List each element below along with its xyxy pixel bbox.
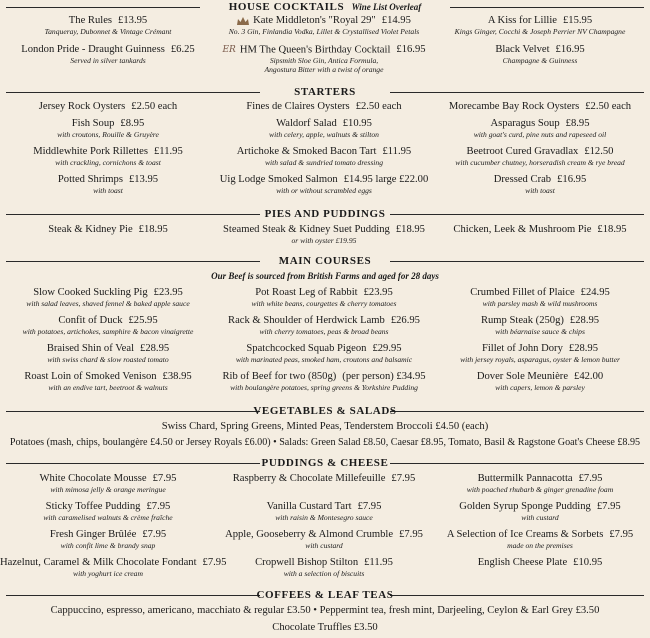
item-name: A Selection of Ice Creams & Sorbets xyxy=(446,529,604,540)
item-description: with toast xyxy=(93,186,123,195)
item-price: £7.95 xyxy=(142,529,167,540)
item-description: made on the premises xyxy=(507,541,573,550)
item-price: £23.95 xyxy=(363,287,393,298)
item-description: with poached rhubarb & ginger grenadine foam xyxy=(466,485,614,494)
veg-line-2: Potatoes (mash, chips, boulangère £4.50 or Jersey Royals £6.00) • Salads: Green Salad £8.50, Caesar £8.95, Tomato, Basil & Ragstone Goat's Cheese £8.95 xyxy=(9,437,641,448)
mains-grid xyxy=(0,287,650,392)
menu-item xyxy=(0,224,216,236)
item-name: Confit of Duck xyxy=(58,315,123,326)
cocktails-col-3 xyxy=(432,15,648,74)
item-name: Artichoke & Smoked Bacon Tart xyxy=(236,146,377,157)
item-description: with goat's curd, pine nuts and rapeseed oil xyxy=(473,130,607,139)
item-description: Tanqueray, Dubonnet & Vintage Crémant xyxy=(44,27,172,36)
section-header-pies xyxy=(0,207,650,221)
menu-item xyxy=(216,557,432,578)
item-price: £10.95 xyxy=(342,118,372,129)
item-price: £7.95 xyxy=(596,501,621,512)
item-description: Champagne & Guinness xyxy=(502,56,578,65)
menu-item xyxy=(432,529,648,557)
item-description: with jersey royals, asparagus, oyster & lemon butter xyxy=(460,355,620,364)
item-description: with croutons, Rouille & Gruyère xyxy=(57,130,159,139)
pies-grid xyxy=(0,224,650,245)
item-name: Slow Cooked Suckling Pig xyxy=(33,287,148,298)
pies-col-2 xyxy=(216,224,432,245)
menu-item xyxy=(0,529,216,557)
item-price: £7.95 xyxy=(202,557,227,568)
section-title: COFFEES & LEAF TEAS xyxy=(256,589,394,601)
menu-item xyxy=(0,101,216,118)
menu-item xyxy=(432,287,648,315)
item-description: with crackling, cornichons & toast xyxy=(55,158,161,167)
menu-item xyxy=(0,146,216,174)
item-name: Vanilla Custard Tart xyxy=(266,501,352,512)
item-price: £14.95 xyxy=(381,15,411,26)
item-price: £18.95 xyxy=(395,224,425,235)
menu-item xyxy=(432,473,648,501)
menu-item xyxy=(432,501,648,529)
item-name: Dover Sole Meunière xyxy=(476,371,569,382)
item-price: £7.95 xyxy=(152,473,177,484)
item-description: with salad leaves, shaved fennel & baked apple sauce xyxy=(26,299,190,308)
item-name: Spatchcocked Squab Pigeon xyxy=(246,343,367,354)
menu-item xyxy=(216,529,432,557)
item-name: HM The Queen's Birthday Cocktail xyxy=(239,44,391,56)
item-name: Pot Roast Leg of Rabbit xyxy=(255,287,358,298)
item-name: Jersey Rock Oysters xyxy=(38,101,126,112)
item-description: with salad & sundried tomato dressing xyxy=(264,158,384,167)
item-description: with swiss chard & slow roasted tomato xyxy=(47,355,169,364)
item-description: with or without scrambled eggs xyxy=(276,186,372,195)
item-price: £11.95 xyxy=(154,146,183,157)
starters-col-2 xyxy=(216,101,432,195)
item-name: A Kiss for Lillie xyxy=(487,15,557,26)
menu-item xyxy=(216,101,432,118)
item-price: £13.95 xyxy=(118,15,148,26)
menu-item xyxy=(216,473,432,501)
item-price: £7.95 xyxy=(357,501,382,512)
royal-cypher-icon: ER xyxy=(222,45,236,55)
item-description: with boulangère potatoes, spring greens & Yorkshire Pudding xyxy=(230,383,418,392)
item-description: or with oyster £19.95 xyxy=(291,236,357,245)
item-name: English Cheese Plate xyxy=(477,557,568,568)
menu-item xyxy=(216,224,432,245)
item-price: £12.50 xyxy=(584,146,614,157)
section-subtitle: Wine List Overleaf xyxy=(351,2,422,12)
menu-item xyxy=(0,118,216,146)
section-title: MAIN COURSES xyxy=(278,255,372,267)
cocktails-col-2 xyxy=(216,15,432,74)
item-description: with custard xyxy=(521,513,559,522)
pies-col-3 xyxy=(432,224,648,245)
item-name: Cropwell Bishop Stilton xyxy=(255,557,359,568)
item-description: with mimosa jelly & orange meringue xyxy=(50,485,166,494)
menu-item xyxy=(0,473,216,501)
menu-item xyxy=(216,174,432,195)
item-name: Hazelnut, Caramel & Milk Chocolate Fondant xyxy=(0,557,197,568)
cocktails-col-1 xyxy=(0,15,216,74)
item-name: Golden Syrup Sponge Pudding xyxy=(459,501,591,512)
menu-item xyxy=(0,343,216,371)
item-price: £7.95 xyxy=(609,529,634,540)
item-description: with toast xyxy=(525,186,555,195)
item-price: £14.95 large £22.00 xyxy=(343,174,429,185)
puddings-col-2 xyxy=(216,473,432,578)
item-description: with béarnaise sauce & chips xyxy=(495,327,585,336)
item-name: Fresh Ginger Brûlée xyxy=(49,529,137,540)
section-header-mains xyxy=(0,254,650,268)
item-name: Black Velvet xyxy=(495,44,550,55)
item-name: Roast Loin of Smoked Venison xyxy=(24,371,157,382)
menu-item xyxy=(432,146,648,174)
mains-col-1 xyxy=(0,287,216,392)
item-description: with white beans, courgettes & cherry tomatoes xyxy=(251,299,397,308)
menu-item xyxy=(432,224,648,236)
menu-item xyxy=(0,557,227,578)
section-title: VEGETABLES & SALADS xyxy=(253,405,397,417)
item-price: £2.50 each xyxy=(131,101,178,112)
menu-item xyxy=(432,118,648,146)
item-name: Raspberry & Chocolate Millefeuille xyxy=(232,473,386,484)
item-price: £28.95 xyxy=(140,343,170,354)
menu-item xyxy=(432,101,648,118)
item-name: Asparagus Soup xyxy=(490,118,560,129)
starters-grid xyxy=(0,101,650,195)
item-description: with celery, apple, walnuts & stilton xyxy=(269,130,379,139)
menu-item xyxy=(216,44,432,74)
item-price: £2.50 each xyxy=(585,101,632,112)
item-description: with potatoes, artichokes, samphire & bacon vinaigrette xyxy=(22,327,194,336)
item-description: Kings Ginger, Cocchi & Joseph Perrier NV Champagne xyxy=(454,27,626,36)
menu-item xyxy=(216,371,432,392)
item-name: Rib of Beef for two (850g) xyxy=(222,371,337,382)
section-header-coffees xyxy=(0,588,650,602)
item-description: with marinated peas, smoked ham, croutons and balsamic xyxy=(235,355,413,364)
item-description: with caramelised walnuts & crème fraîche xyxy=(43,513,173,522)
mains-col-2 xyxy=(216,287,432,392)
mains-note: Our Beef is sourced from British Farms and aged for 28 days xyxy=(211,271,439,281)
starters-col-3 xyxy=(432,101,648,195)
item-price: £2.50 each xyxy=(355,101,402,112)
item-price: £25.95 xyxy=(128,315,158,326)
item-price: £28.95 xyxy=(568,343,599,354)
puddings-col-1 xyxy=(0,473,227,578)
menu-item xyxy=(0,371,216,392)
item-name: Fines de Claires Oysters xyxy=(246,101,350,112)
menu-item xyxy=(216,315,432,343)
item-name: Apple, Gooseberry & Almond Crumble xyxy=(225,529,394,540)
section-title: PUDDINGS & CHEESE xyxy=(261,457,389,469)
menu-item xyxy=(432,371,648,392)
menu-item xyxy=(432,557,648,569)
item-price: £16.95 xyxy=(555,44,585,55)
item-price: £26.95 xyxy=(390,315,420,326)
puddings-grid xyxy=(0,473,650,578)
item-name: Middlewhite Pork Rillettes xyxy=(33,146,148,157)
item-price: £10.95 xyxy=(573,557,603,568)
menu-item xyxy=(216,146,432,174)
pies-col-1 xyxy=(0,224,216,245)
section-header-starters xyxy=(0,85,650,99)
item-price: £18.95 xyxy=(138,224,168,235)
item-price: £11.95 xyxy=(382,146,412,157)
item-description-2: Angostura Bitter with a twist of orange xyxy=(264,65,384,75)
item-price: £29.95 xyxy=(372,343,402,354)
item-name: The Rules xyxy=(68,15,113,26)
menu-item xyxy=(432,44,648,65)
starters-col-1 xyxy=(0,101,216,195)
item-price: £15.95 xyxy=(563,15,593,26)
item-price: £7.95 xyxy=(391,473,416,484)
item-name: Waldorf Salad xyxy=(276,118,337,129)
menu-item xyxy=(216,343,432,371)
item-description: with cherry tomatoes, peas & broad beans xyxy=(259,327,389,336)
section-title: STARTERS xyxy=(294,86,356,98)
item-name: Buttermilk Pannacotta xyxy=(477,473,573,484)
item-price: £24.95 xyxy=(580,287,610,298)
item-price: £38.95 xyxy=(162,371,192,382)
cocktails-grid xyxy=(0,15,650,74)
item-name: Sticky Toffee Pudding xyxy=(45,501,141,512)
item-name: Potted Shrimps xyxy=(57,174,123,185)
item-description: Sipsmith Sloe Gin, Antica Formula, xyxy=(269,56,379,66)
menu-item xyxy=(432,315,648,343)
item-price: £7.95 xyxy=(399,529,423,540)
item-description: with yoghurt ice cream xyxy=(73,569,143,578)
menu-item xyxy=(0,15,216,44)
menu-item xyxy=(0,174,216,195)
item-price: £13.95 xyxy=(128,174,159,185)
coffees-line-2: Chocolate Truffles £3.50 xyxy=(272,622,378,633)
item-price: £28.95 xyxy=(569,315,600,326)
item-name: Fillet of John Dory xyxy=(481,343,563,354)
menu-item xyxy=(216,15,432,44)
menu-item xyxy=(216,287,432,315)
section-header-cocktails xyxy=(0,0,650,14)
item-description: with cucumber chutney, horseradish cream & rye bread xyxy=(455,158,625,167)
item-price: £8.95 xyxy=(120,118,145,129)
item-price: £7.95 xyxy=(578,473,603,484)
item-name: Morecambe Bay Rock Oysters xyxy=(448,101,580,112)
menu-item xyxy=(216,501,432,529)
item-name: Kate Middleton's "Royal 29" xyxy=(253,15,376,26)
menu-item xyxy=(432,343,648,371)
item-price: £8.95 xyxy=(565,118,590,129)
item-description: with a selection of biscuits xyxy=(283,569,365,578)
menu-item xyxy=(216,118,432,146)
menu-item xyxy=(0,501,216,529)
veg-line-1: Swiss Chard, Spring Greens, Minted Peas, Tenderstem Broccoli £4.50 (each) xyxy=(161,421,489,432)
item-price: £16.95 xyxy=(396,44,426,56)
item-name: Chicken, Leek & Mushroom Pie xyxy=(453,224,592,235)
item-description: with parsley mash & wild mushrooms xyxy=(482,299,598,308)
menu-item xyxy=(0,44,216,65)
item-description: with raisin & Montesegro sauce xyxy=(275,513,373,522)
puddings-col-3 xyxy=(432,473,648,578)
item-name: Uig Lodge Smoked Salmon xyxy=(219,174,338,185)
menu-item xyxy=(432,174,648,195)
section-header-veg xyxy=(0,404,650,418)
item-price: £18.95 xyxy=(597,224,627,235)
item-price: £23.95 xyxy=(153,287,183,298)
item-price: (per person) £34.95 xyxy=(342,371,426,382)
item-price: £6.25 xyxy=(170,44,195,55)
item-price: £11.95 xyxy=(364,557,393,568)
item-name: Crumbed Fillet of Plaice xyxy=(470,287,575,298)
crown-icon xyxy=(237,17,249,25)
item-description: with confit lime & brandy snap xyxy=(60,541,156,550)
mains-col-3 xyxy=(432,287,648,392)
item-description: with an endive tart, beetroot & walnuts xyxy=(48,383,168,392)
coffees-line-1: Cappuccino, espresso, americano, macchiato & regular £3.50 • Peppermint tea, fresh mint, Darjeeling, Ceylon & Earl Grey £3.50 xyxy=(50,605,600,616)
item-name: Braised Shin of Veal xyxy=(46,343,135,354)
item-name: Beetroot Cured Gravadlax xyxy=(466,146,579,157)
item-description: with capers, lemon & parsley xyxy=(495,383,585,392)
item-name: White Chocolate Mousse xyxy=(39,473,147,484)
menu-item xyxy=(0,315,216,343)
section-title: PIES AND PUDDINGS xyxy=(264,208,386,220)
item-name: Dressed Crab xyxy=(493,174,552,185)
menu-item xyxy=(432,15,648,44)
item-price: £42.00 xyxy=(574,371,604,382)
section-title: HOUSE COCKTAILS xyxy=(228,1,345,13)
item-name: Rack & Shoulder of Herdwick Lamb xyxy=(228,315,385,326)
item-name: London Pride - Draught Guinness xyxy=(21,44,165,55)
item-name: Steak & Kidney Pie xyxy=(48,224,133,235)
menu-item xyxy=(0,287,216,315)
item-name: Steamed Steak & Kidney Suet Pudding xyxy=(223,224,390,235)
item-description: No. 3 Gin, Finlandia Vodka, Lillet & Crystallised Violet Petals xyxy=(228,27,420,36)
section-header-puddings xyxy=(0,456,650,470)
item-description: with custard xyxy=(305,541,343,550)
item-name: Fish Soup xyxy=(71,118,115,129)
item-price: £16.95 xyxy=(557,174,587,185)
item-name: Rump Steak (250g) xyxy=(480,315,564,326)
item-price: £7.95 xyxy=(146,501,171,512)
item-description: Served in silver tankards xyxy=(70,56,146,65)
